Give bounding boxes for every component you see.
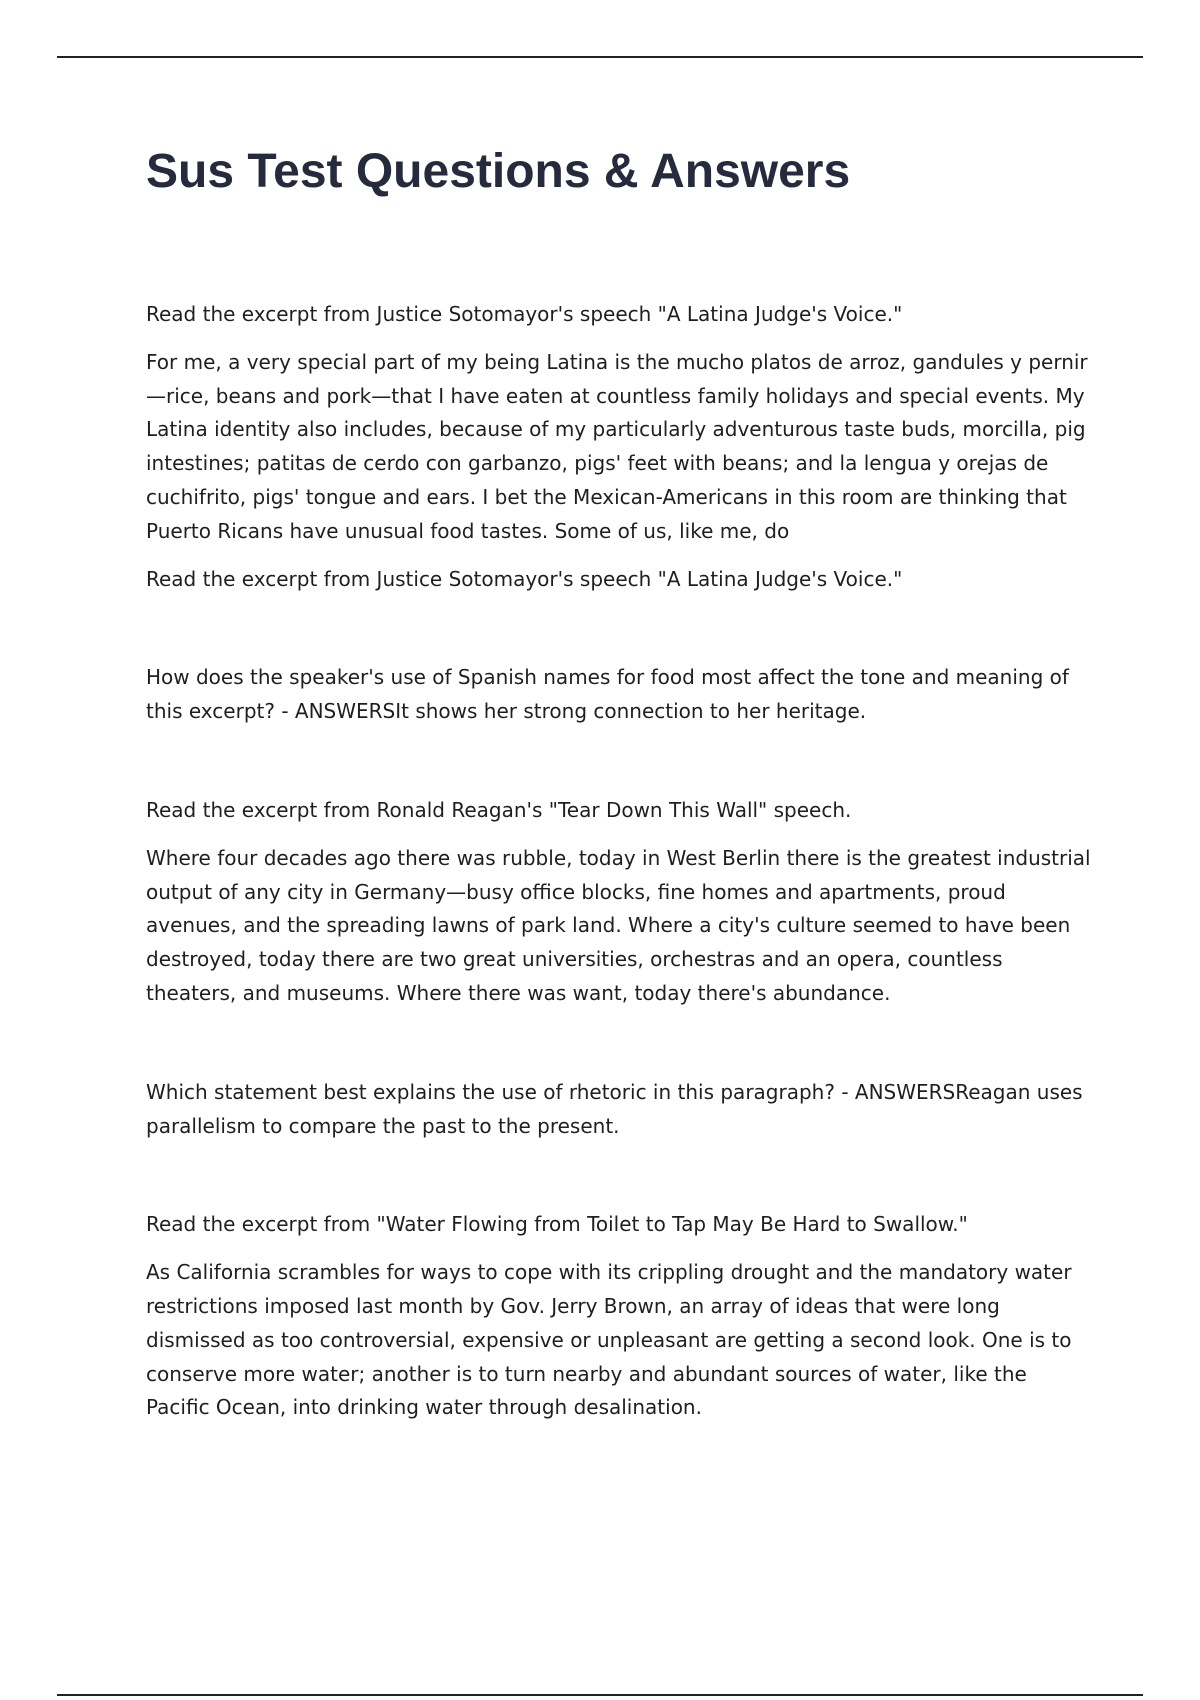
excerpt-text-water: As California scrambles for ways to cope with its crippling drought and the mandatory water restrictions imposed last month by Gov. Jerry Brown, an array of ideas that were long dismissed as too controversial, expensive or unpleasant are getting a second look. One is to conserve more water; another is to turn nearby and abundant sources of water, like the Pacific Ocean, into drinking water through desalination. (146, 1260, 1072, 1420)
top-rule (57, 56, 1143, 58)
excerpt-text-sotomayor: For me, a very special part of my being Latina is the mucho platos de arroz, gandules y pernir—rice, beans and pork—that I have eaten at countless family holidays and special events. My Latina identity also includes, because of my particularly adventurous taste buds, morcilla, pig intestines; patitas de cerdo con garbanzo, pigs' feet with beans; and la lengua y orejas de cuchifrito, pigs' tongue and ears. I bet the Mexican-Americans in this room are thinking that Puerto Ricans have unusual food tastes. Some of us, like me, do (146, 349, 1088, 543)
question-answer-2: Which statement best explains the use of rhetoric in this paragraph? - ANSWERSReagan uses parallelism to compare the past to the present. (146, 1079, 1083, 1138)
document-body (146, 298, 1096, 1425)
excerpt-text-reagan: Where four decades ago there was rubble, today in West Berlin there is the greatest industrial output of any city in Germany—busy office blocks, fine homes and apartments, proud avenues, and the spreading lawns of park land. Where a city's culture seemed to have been destroyed, today there are two great universities, orchestras and an opera, countless theaters, and museums. Where there was want, today there's abundance. (146, 845, 1091, 1005)
excerpt-intro-sotomayor: Read the excerpt from Justice Sotomayor's speech "A Latina Judge's Voice." (146, 302, 903, 326)
excerpt-intro-sotomayor-repeat: Read the excerpt from Justice Sotomayor's speech "A Latina Judge's Voice." (146, 566, 903, 591)
page-title: Sus Test Questions & Answers (146, 145, 851, 198)
question-answer-1: How does the speaker's use of Spanish names for food most affect the tone and meaning of this excerpt? - ANSWERSIt shows her strong connection to her heritage. (146, 665, 1069, 724)
bottom-rule (57, 1694, 1143, 1696)
excerpt-intro-water: Read the excerpt from "Water Flowing from Toilet to Tap May Be Hard to Swallow." (146, 1212, 968, 1237)
excerpt-intro-reagan: Read the excerpt from Ronald Reagan's "Tear Down This Wall" speech. (146, 797, 852, 822)
